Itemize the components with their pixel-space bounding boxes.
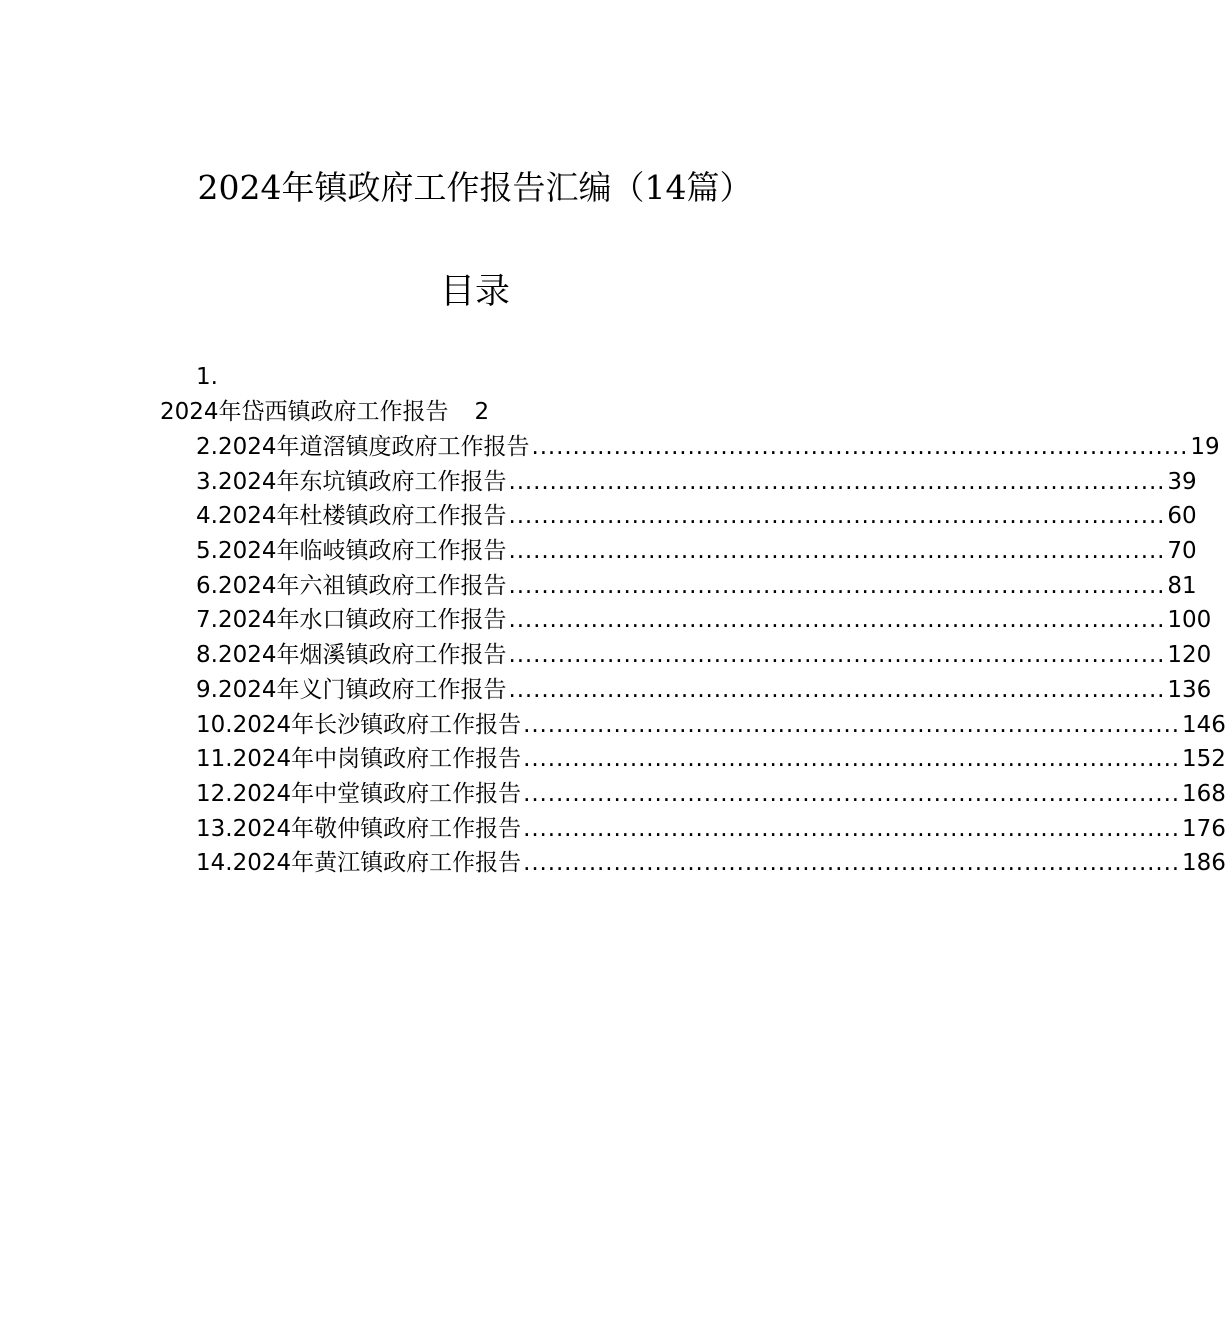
toc-entry[interactable]: [196, 742, 1226, 777]
toc-entry[interactable]: [196, 638, 1212, 673]
toc-entry-text: 13.2024年敬仲镇政府工作报告: [196, 815, 522, 842]
toc-entry[interactable]: [196, 465, 1197, 500]
dot-leader: ................................................................................: [523, 746, 1181, 773]
dot-leader: ................................................................................: [508, 607, 1166, 634]
toc-entry-text: 9.2024年义门镇政府工作报告: [196, 676, 507, 703]
toc-entry-text: 14.2024年黄江镇政府工作报告: [196, 850, 522, 877]
dot-leader: ................................................................................: [508, 642, 1166, 669]
dot-leader: ................................................................................: [508, 468, 1166, 495]
toc-entry-text: 7.2024年水口镇政府工作报告: [196, 607, 507, 634]
toc-entry-text: 8.2024年烟溪镇政府工作报告: [196, 642, 507, 669]
toc-entry-page: 60: [1167, 503, 1197, 530]
toc-entry-page: 186: [1182, 850, 1226, 877]
toc-entry[interactable]: [196, 430, 1220, 465]
dot-leader: ................................................................................: [508, 538, 1166, 565]
toc-entry-page: 146: [1182, 711, 1226, 738]
dot-leader: ................................................................................: [508, 676, 1166, 703]
toc-entry-page: 39: [1167, 468, 1197, 495]
dot-leader: ................................................................................: [523, 815, 1181, 842]
toc-entry-page: 136: [1167, 676, 1212, 703]
toc-entry[interactable]: [196, 812, 1226, 847]
toc-list: [196, 430, 1226, 881]
toc-entry[interactable]: [196, 569, 1197, 604]
toc-entry-page: 176: [1182, 815, 1226, 842]
toc-entry-1[interactable]: [160, 360, 720, 429]
dot-leader: ................................................................................: [523, 711, 1181, 738]
document-title: 2024年镇政府工作报告汇编（14篇）: [197, 168, 753, 207]
dot-leader: ................................................................................: [523, 780, 1181, 807]
toc-entry-text: 2024年岱西镇政府工作报告: [160, 398, 449, 425]
dot-leader: ................................................................................: [523, 850, 1181, 877]
toc-entry[interactable]: [196, 673, 1212, 708]
toc-entry-page: 168: [1182, 780, 1226, 807]
toc-entry[interactable]: [196, 777, 1226, 812]
toc-entry[interactable]: [196, 534, 1197, 569]
toc-entry-page: 100: [1167, 607, 1212, 634]
toc-entry-text: 6.2024年六祖镇政府工作报告: [196, 572, 507, 599]
toc-entry[interactable]: [196, 499, 1197, 534]
toc-entry-number: 1.: [196, 364, 218, 390]
toc-entry-page: 70: [1167, 538, 1197, 565]
toc-entry-text: 10.2024年长沙镇政府工作报告: [196, 711, 522, 738]
toc-entry-text: 4.2024年杜楼镇政府工作报告: [196, 503, 507, 530]
dot-leader: ................................................................................: [508, 572, 1166, 599]
toc-entry-page: 2: [474, 398, 490, 425]
toc-entry-page: 152: [1182, 746, 1226, 773]
toc-entry-text: 12.2024年中堂镇政府工作报告: [196, 780, 522, 807]
dot-leader: ................................................................................: [508, 503, 1166, 530]
toc-entry[interactable]: [196, 846, 1226, 881]
toc-entry-page: 120: [1167, 642, 1212, 669]
toc-entry-text: 11.2024年中岗镇政府工作报告: [196, 746, 522, 773]
dot-leader: ................................................................................: [531, 434, 1189, 460]
toc-entry-text: 2.2024年道滘镇度政府工作报告: [196, 434, 530, 460]
toc-entry-text: 3.2024年东坑镇政府工作报告: [196, 468, 507, 495]
toc-entry-text: 5.2024年临岐镇政府工作报告: [196, 538, 507, 565]
toc-entry-page: 81: [1167, 572, 1197, 599]
toc-entry[interactable]: [196, 708, 1226, 743]
toc-entry-page: 19: [1190, 434, 1220, 460]
toc-entry[interactable]: [196, 603, 1212, 638]
toc-heading: 目录: [439, 272, 510, 312]
